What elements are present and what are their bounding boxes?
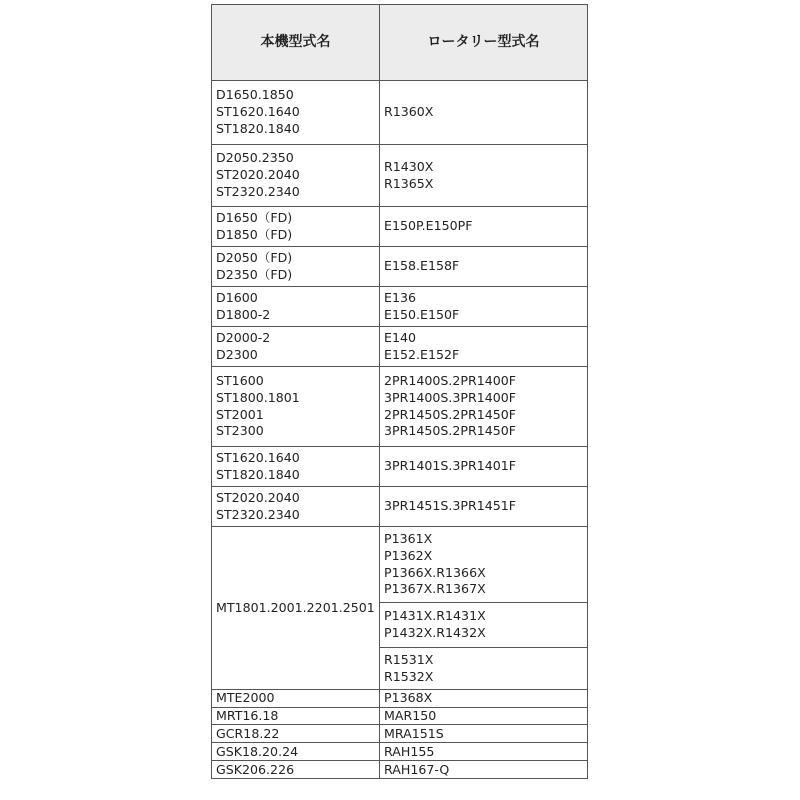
table-row: [212, 707, 588, 725]
table-row: [212, 527, 588, 603]
model-name-line: ST1600: [216, 373, 264, 389]
model-name-line: MT1801.2001.2201.2501: [216, 599, 375, 615]
rotary-model-line: R1365X: [384, 175, 434, 191]
model-name-line: ST1820.1840: [216, 120, 300, 136]
rotary-model-cell: [380, 145, 588, 207]
model-name-line: D1650.1850: [216, 87, 294, 103]
table-row: [212, 761, 588, 779]
rotary-model-line: 3PR1400S.3PR1400F: [384, 389, 517, 405]
table-row: [212, 145, 588, 207]
header-rotary-model-name: ロータリー型式名: [380, 5, 588, 81]
rotary-model-line: R1531X: [384, 651, 434, 667]
rotary-model-line: E150P.E150PF: [384, 218, 473, 234]
rotary-model-line: 3PR1450S.2PR1450F: [384, 423, 517, 439]
rotary-model-line: RAH167-Q: [384, 761, 450, 777]
model-name-cell: [212, 761, 380, 779]
rotary-model-line: P1362X: [384, 547, 433, 563]
rotary-model-line: 2PR1450S.2PR1450F: [384, 406, 517, 422]
rotary-model-line: 2PR1400S.2PR1400F: [384, 373, 517, 389]
rotary-model-line: P1367X.R1367X: [384, 581, 486, 597]
model-name-line: D2050.2350: [216, 150, 294, 166]
rotary-model-line: MAR150: [384, 707, 437, 723]
model-name-line: D1850（FD): [216, 226, 293, 242]
model-name-line: ST2020.2040: [216, 167, 300, 183]
rotary-model-line: P1368X: [384, 690, 433, 705]
rotary-model-line: E140: [384, 329, 416, 345]
model-name-line: D2000-2: [216, 329, 271, 345]
table-row: [212, 725, 588, 743]
rotary-model-cell: [380, 327, 588, 367]
model-name-line: D2050（FD): [216, 249, 293, 265]
table-row: [212, 367, 588, 447]
model-name-line: MTE2000: [216, 690, 275, 705]
rotary-model-cell: [380, 287, 588, 327]
table-row: [212, 207, 588, 247]
model-name-line: MRT16.18: [216, 707, 279, 723]
model-name-cell: [212, 81, 380, 145]
model-name-cell: [212, 207, 380, 247]
rotary-model-cell: [380, 603, 588, 648]
model-name-line: ST1820.1840: [216, 466, 300, 482]
model-name-cell: [212, 725, 380, 743]
model-name-line: ST2300: [216, 423, 264, 439]
model-name-cell: [212, 690, 380, 708]
rotary-model-line: P1361X: [384, 531, 433, 547]
rotary-model-line: E158.E158F: [384, 258, 460, 274]
model-name-cell: [212, 743, 380, 761]
model-name-line: D1650（FD): [216, 209, 293, 225]
rotary-model-line: RAH155: [384, 743, 435, 759]
model-name-cell: [212, 707, 380, 725]
model-name-line: ST2320.2340: [216, 506, 300, 522]
table-row: [212, 690, 588, 708]
model-name-line: GCR18.22: [216, 725, 280, 741]
rotary-model-line: 3PR1401S.3PR1401F: [384, 458, 517, 474]
table-row: [212, 327, 588, 367]
rotary-model-cell: [380, 367, 588, 447]
rotary-model-line: P1366X.R1366X: [384, 564, 486, 580]
rotary-model-line: P1431X.R1431X: [384, 608, 486, 624]
rotary-model-cell: [380, 527, 588, 603]
rotary-model-line: R1430X: [384, 158, 434, 174]
rotary-model-line: P1432X.R1432X: [384, 625, 486, 640]
model-name-line: ST2320.2340: [216, 183, 300, 199]
rotary-model-cell: [380, 743, 588, 761]
rotary-model-cell: [380, 761, 588, 779]
model-name-line: D2300: [216, 346, 258, 362]
model-name-line: ST1620.1640: [216, 104, 300, 120]
rotary-model-cell: [380, 207, 588, 247]
rotary-model-line: 3PR1451S.3PR1451F: [384, 498, 517, 514]
model-name-cell: [212, 527, 380, 690]
model-name-line: ST2020.2040: [216, 489, 300, 505]
table-row: [212, 743, 588, 761]
model-name-cell: [212, 367, 380, 447]
model-name-cell: [212, 247, 380, 287]
rotary-model-line: MRA151S: [384, 725, 444, 741]
table-row: [212, 447, 588, 487]
model-name-cell: [212, 287, 380, 327]
table-row: [212, 287, 588, 327]
compatibility-table: [211, 4, 588, 779]
model-name-line: D2350（FD): [216, 266, 293, 282]
rotary-model-cell: [380, 725, 588, 743]
rotary-model-cell: [380, 690, 588, 708]
model-name-cell: [212, 447, 380, 487]
rotary-model-cell: [380, 81, 588, 145]
table-row: [212, 487, 588, 527]
model-name-line: GSK18.20.24: [216, 743, 299, 759]
model-name-line: D1800-2: [216, 306, 271, 322]
model-name-cell: [212, 487, 380, 527]
rotary-model-cell: [380, 487, 588, 527]
model-name-line: ST2001: [216, 406, 264, 422]
rotary-model-line: R1360X: [384, 104, 434, 120]
rotary-model-cell: [380, 247, 588, 287]
model-name-line: GSK206.226: [216, 761, 295, 777]
rotary-model-cell: [380, 707, 588, 725]
rotary-model-line: E150.E150F: [384, 306, 460, 322]
header-model-name: 本機型式名: [212, 5, 380, 81]
table-body: [212, 81, 588, 779]
header-row: [212, 5, 588, 81]
rotary-model-cell: [380, 447, 588, 487]
rotary-model-line: E152.E152F: [384, 346, 460, 362]
model-name-cell: [212, 145, 380, 207]
model-name-line: ST1800.1801: [216, 389, 300, 405]
table-row: [212, 81, 588, 145]
model-name-line: D1600: [216, 289, 258, 305]
rotary-model-line: R1532X: [384, 668, 434, 684]
model-name-line: ST1620.1640: [216, 449, 300, 465]
table-row: [212, 247, 588, 287]
rotary-model-line: E136: [384, 289, 416, 305]
model-name-cell: [212, 327, 380, 367]
rotary-model-cell: [380, 648, 588, 690]
